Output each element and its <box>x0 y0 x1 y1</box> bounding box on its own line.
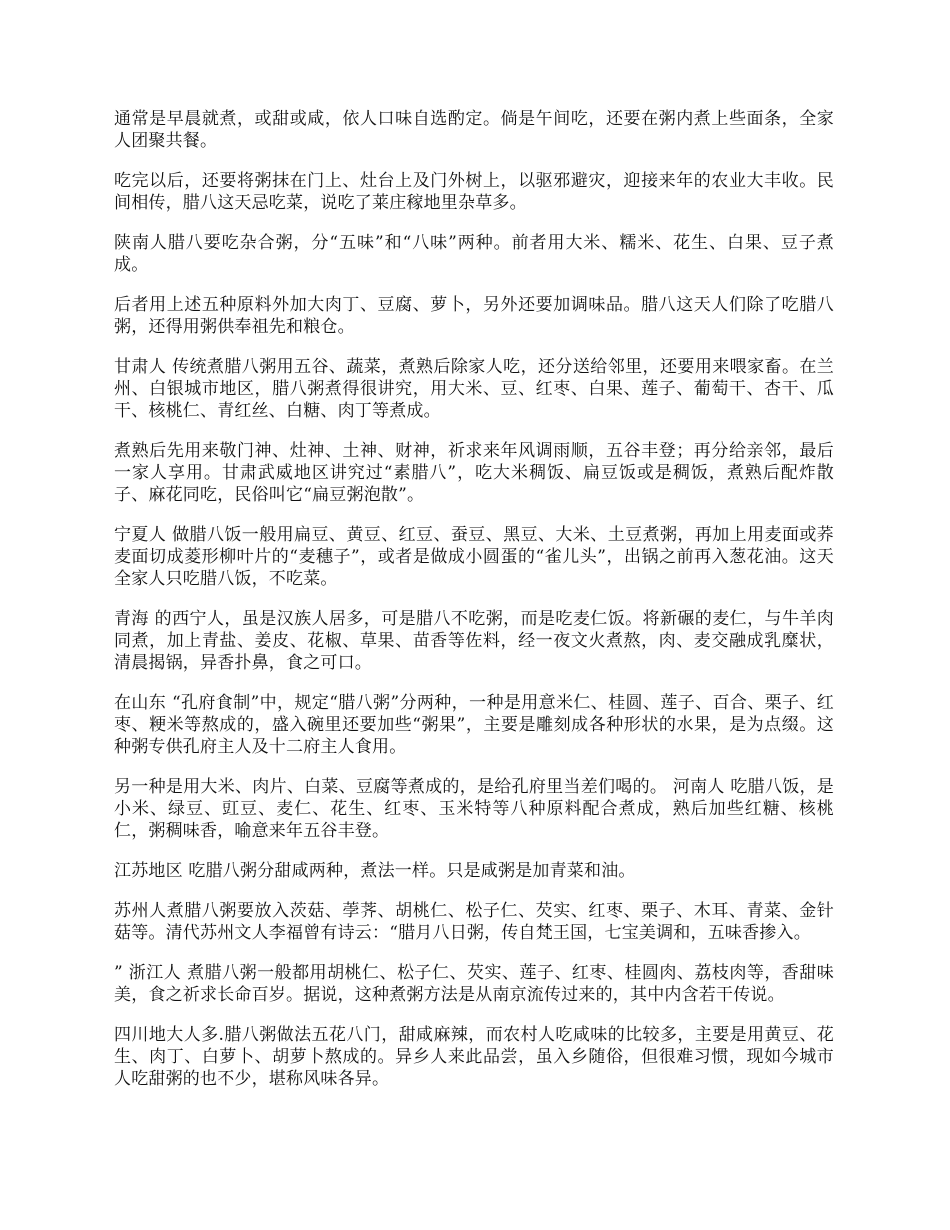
paragraph-14: 四川地大人多.腊八粥做法五花八门，甜咸麻辣，而农村人吃咸味的比较多，主要是用黄豆、花生、肉丁、白萝卜、胡萝卜熬成的。异乡人来此品尝，虽入乡随俗，但很难习惯，现如今城市人吃甜粥的也不少，堪称风味各异。 <box>114 1025 834 1089</box>
paragraph-4: 后者用上述五种原料外加大肉丁、豆腐、萝卜，另外还要加调味品。腊八这天人们除了吃腊八粥，还得用粥供奉祖先和粮仓。 <box>114 295 834 337</box>
paragraph-10: 另一种是用大米、肉片、白菜、豆腐等煮成的，是给孔府里当差们喝的。 河南人 吃腊八饭，是小米、绿豆、豇豆、麦仁、花生、红枣、玉米特等八种原料配合煮成，熟后加些红糖、核桃仁，粥稠味香，喻意来年五谷丰登。 <box>114 777 834 841</box>
paragraph-12: 苏州人煮腊八粥要放入茨菇、荸荠、胡桃仁、松子仁、芡实、红枣、栗子、木耳、青菜、金针菇等。清代苏州文人李福曾有诗云：“腊月八日粥，传自梵王国，七宝美调和，五味香掺入。 <box>114 901 834 943</box>
paragraph-7: 宁夏人 做腊八饭一般用扁豆、黄豆、红豆、蚕豆、黑豆、大米、土豆煮粥，再加上用麦面或荞麦面切成菱形柳叶片的“麦穗子”，或者是做成小圆蛋的“雀儿头”，出锅之前再入葱花油。这天全家人只吃腊八饭，不吃菜。 <box>114 525 834 589</box>
paragraph-13: ” 浙江人 煮腊八粥一般都用胡桃仁、松子仁、芡实、莲子、红枣、桂圆肉、荔枝肉等，香甜味美，食之祈求长命百岁。据说，这种煮粥方法是从南京流传过来的，其中内含若干传说。 <box>114 963 834 1005</box>
paragraph-11: 江苏地区 吃腊八粥分甜咸两种，煮法一样。只是咸粥是加青菜和油。 <box>114 861 636 881</box>
paragraph-9: 在山东 “孔府食制”中，规定“腊八粥”分两种，一种是用意米仁、桂圆、莲子、百合、栗子、红枣、粳米等熬成的，盛入碗里还要加些“粥果”，主要是雕刻成各种形状的水果，是为点缀。这种粥专供孔府主人及十二府主人食用。 <box>114 693 834 757</box>
paragraph-6: 煮熟后先用来敬门神、灶神、土神、财神，祈求来年风调雨顺，五谷丰登；再分给亲邻，最后一家人享用。甘肃武威地区讲究过“素腊八”，吃大米稠饭、扁豆饭或是稠饭，煮熟后配炸散子、麻花同吃，民俗叫它“扁豆粥泡散”。 <box>114 441 834 505</box>
paragraph-8: 青海 的西宁人，虽是汉族人居多，可是腊八不吃粥，而是吃麦仁饭。将新碾的麦仁，与牛羊肉同煮，加上青盐、姜皮、花椒、草果、苗香等佐料，经一夜文火煮熬，肉、麦交融成乳糜状，清晨揭锅，异香扑鼻，食之可口。 <box>114 609 834 673</box>
paragraph-5: 甘肃人 传统煮腊八粥用五谷、蔬菜，煮熟后除家人吃，还分送给邻里，还要用来喂家畜。在兰州、白银城市地区，腊八粥煮得很讲究，用大米、豆、红枣、白果、莲子、葡萄干、杏干、瓜干、核桃仁、青红丝、白糖、肉丁等煮成。 <box>114 357 834 421</box>
paragraph-3: 陕南人腊八要吃杂合粥，分“五味”和“八味”两种。前者用大米、糯米、花生、白果、豆子煮成。 <box>114 233 834 275</box>
paragraph-1: 通常是早晨就煮，或甜或咸，依人口味自选酌定。倘是午间吃，还要在粥内煮上些面条，全家人团聚共餐。 <box>114 109 834 151</box>
document-body <box>114 108 834 1108</box>
paragraph-2: 吃完以后，还要将粥抹在门上、灶台上及门外树上，以驱邪避灾，迎接来年的农业大丰收。民间相传，腊八这天忌吃菜，说吃了莱庄稼地里杂草多。 <box>114 171 834 213</box>
